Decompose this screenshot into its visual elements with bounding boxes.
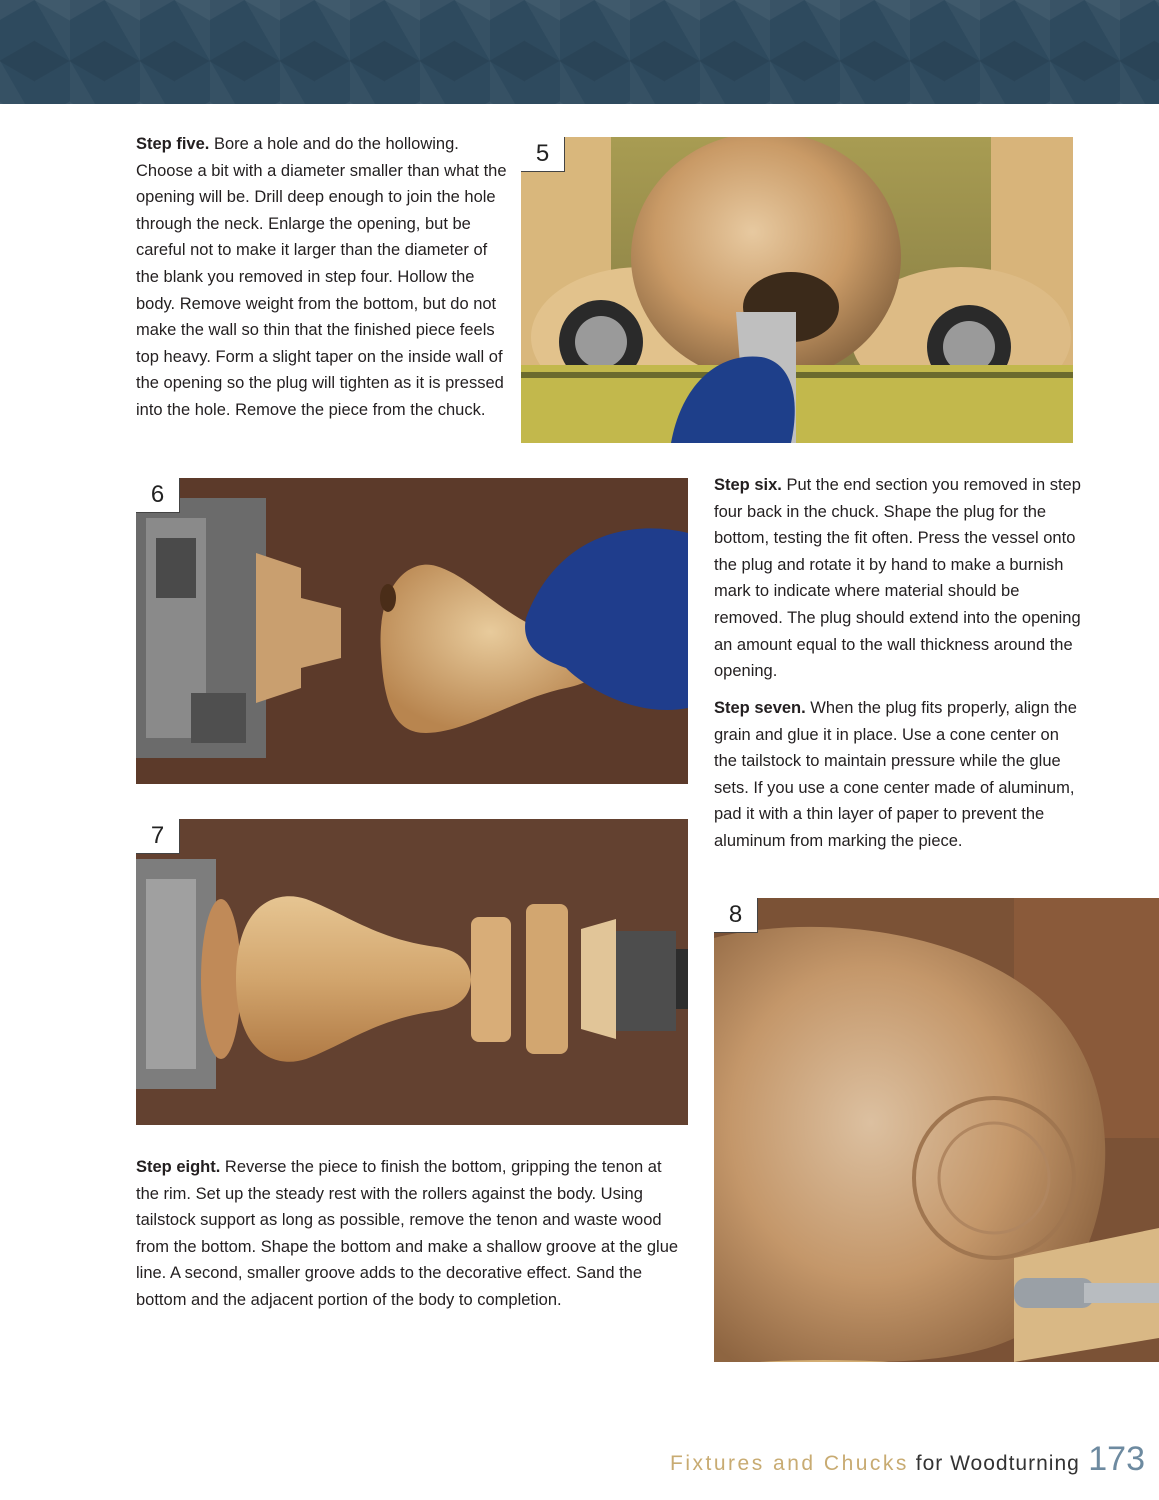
photo-step-8 (714, 898, 1159, 1362)
header-pattern-band (0, 0, 1159, 104)
step-eight-heading: Step eight. (136, 1158, 221, 1176)
photo-step-7 (136, 819, 688, 1125)
photo-step-6 (136, 478, 688, 784)
step-seven-heading: Step seven. (714, 699, 806, 717)
photo-6-number: 6 (136, 478, 180, 513)
step-six-text (714, 472, 1084, 685)
photo-7-number: 7 (136, 819, 180, 854)
page-footer (670, 1440, 1145, 1480)
photo-5-number: 5 (521, 137, 565, 172)
book-title-part2: for Woodturning (908, 1452, 1080, 1475)
step-five-heading: Step five. (136, 135, 210, 153)
photo-8-number: 8 (714, 898, 758, 933)
page-number: 173 (1088, 1440, 1145, 1478)
step-eight-body: Reverse the piece to finish the bottom, gripping the tenon at the rim. Set up the steady rest with the rollers against the body. Using tailstock support as long as possible, remove the tenon and waste wood from the bottom. Shape the bottom and make a shallow groove at the glue line. A second, smaller groove adds to the decorative effect. Sand the bottom and the adjacent portion of the body to completion. (136, 1158, 679, 1309)
step-six-heading: Step six. (714, 476, 782, 494)
step-seven-text (714, 695, 1084, 855)
book-title-part1: Fixtures and Chucks (670, 1452, 909, 1475)
step-six-body: Put the end section you removed in step four back in the chuck. Shape the plug for the bottom, testing the fit often. Press the vessel onto the plug and rotate it by hand to make a burnish mark to indicate where material should be removed. The plug should extend into the opening an amount equal to the wall thickness around the opening. (714, 476, 1081, 681)
step-eight-text (136, 1154, 686, 1314)
step-five-text (136, 131, 508, 424)
photo-step-5 (521, 137, 1073, 443)
step-five-body: Bore a hole and do the hollowing. Choose a bit with a diameter smaller than what the opening will be. Drill deep enough to join the hole through the neck. Enlarge the opening, but be careful not to make it larger than the diameter of the blank you removed in step four. Hollow the body. Remove weight from the bottom, but do not make the wall so thin that the finished piece feels top heavy. Form a slight taper on the inside wall of the opening so the plug will tighten as it is pressed into the hole. Remove the piece from the chuck. (136, 135, 507, 419)
step-seven-body: When the plug fits properly, align the grain and glue it in place. Use a cone center on the tailstock to maintain pressure while the glue sets. If you use a cone center made of aluminum, pad it with a thin layer of paper to prevent the aluminum from marking the piece. (714, 699, 1077, 850)
